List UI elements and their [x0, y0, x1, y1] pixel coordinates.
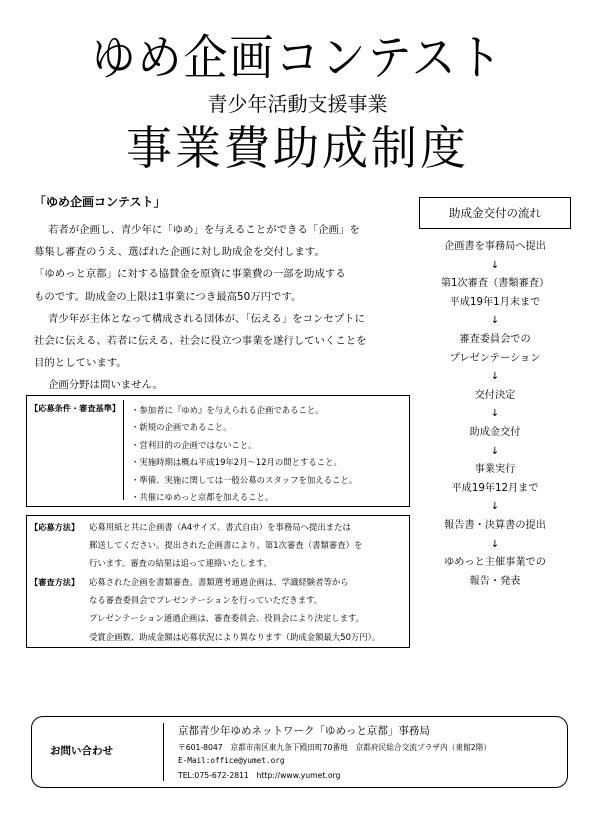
application-method-line: 郵送してください。提出された企画書により、第1次審査（書類審査）を — [89, 540, 363, 551]
contact-address: 〒601-8047 京都市南区東九条下殿田町70番地 京都府民総合交流プラザ内（東館2階） — [178, 743, 492, 752]
condition-item: ・共催にゆめっと京都を加えること。 — [131, 492, 274, 503]
program-subtitle: 青少年活動支援事業 — [207, 92, 388, 116]
flow-step: 平成19年12月まで — [451, 482, 539, 494]
intro-line: 企画分野は問いません。 — [48, 379, 163, 392]
flow-step: 第1次審査（書類審査） — [440, 278, 550, 290]
application-method-label: 【応募方法】 — [30, 522, 80, 532]
application-method-line: 行います。審査の結果は追って連絡いたします。 — [89, 558, 272, 569]
conditions-divider — [123, 400, 124, 500]
review-method-line: 受賞企画数、助成金額は応募状況により異なります（助成金額最大50万円）。 — [89, 631, 381, 642]
review-method-line: プレゼンテーション通過企画は、審査委員会、役員会により決定します。 — [89, 613, 365, 624]
contact-phone-web: TEL:075-672-2811 http://www.yumet.org — [178, 771, 341, 780]
intro-line: 社会に伝える、若者に伝える、社会に役立つ事業を遂行していくことを — [34, 335, 367, 348]
grant-flow — [414, 238, 576, 591]
program-title: 事業費助成制度 — [126, 121, 469, 175]
contact-email: E-Mail:office@yumet.org — [178, 756, 285, 765]
flow-title: 助成金交付の流れ — [449, 206, 541, 220]
flow-step: ゆめっと主催事業での — [444, 557, 546, 569]
contest-title: ゆめ企画コンテスト — [91, 30, 504, 86]
flow-arrow-icon: ↓ — [490, 371, 500, 383]
review-method-line: 応募された企画を書類審査。書類選考通過企画は、学識経験者等から — [89, 577, 349, 587]
condition-item: ・営利目的の企画ではないこと。 — [131, 439, 257, 450]
intro-line: 募集し審査のうえ、選ばれた企画に対し助成金を交付します。 — [34, 246, 325, 259]
contact-label: お問い合わせ — [50, 745, 113, 757]
flow-arrow-icon: ↓ — [490, 445, 500, 457]
intro-line: 若者が企画し、青少年に「ゆめ」を与えることができる「企画」を — [48, 224, 360, 236]
condition-item: ・新規の企画であること。 — [131, 422, 232, 433]
conditions-list — [131, 402, 357, 506]
intro-line: 青少年が主体となって構成される団体が、「伝える」をコンセプトに — [48, 312, 365, 325]
flow-step: 助成金交付 — [469, 426, 521, 438]
contact-organization: 京都青少年ゆめネットワーク「ゆめっと京都」事務局 — [178, 725, 430, 737]
flow-title-box — [419, 197, 571, 229]
review-method-text — [89, 573, 380, 646]
contact-box — [31, 716, 568, 788]
application-method-text — [89, 518, 362, 573]
conditions-label: 【応募条件・審査基準】 — [30, 403, 121, 413]
flow-arrow-icon: ↓ — [490, 259, 500, 271]
flow-arrow-icon: ↓ — [490, 501, 500, 513]
intro-heading: 「ゆめ企画コンテスト」 — [34, 195, 166, 209]
conditions-box — [26, 395, 410, 507]
review-method-label: 【審査方法】 — [30, 577, 80, 587]
flow-step: 審査委員会での — [459, 333, 531, 345]
intro-line: 「ゆめっと京都」に対する協賛金を原資に事業費の一部を助成する — [34, 268, 346, 281]
flow-step: 報告・発表 — [469, 575, 521, 587]
flow-arrow-icon: ↓ — [490, 408, 500, 420]
application-method-line: 応募用紙と共に企画書（A4サイズ、書式自由）を事務局へ提出または — [89, 522, 351, 532]
condition-item: ・準備、実施に関しては一般公募のスタッフを加えること。 — [131, 474, 358, 485]
application-box — [26, 515, 410, 648]
contact-divider — [163, 723, 164, 781]
intro-line: ものです。助成金の上限は1事業につき最高50万円です。 — [34, 290, 302, 303]
review-method-line: なる審査委員会でプレゼンテーションを行っていただきます。 — [89, 595, 323, 606]
flow-step: 事業実行 — [474, 464, 516, 476]
condition-item: ・参加者に『ゆめ』を与えられる企画であること。 — [131, 405, 324, 415]
intro-line: 目的としています。 — [34, 357, 127, 370]
flow-step: プレゼンテーション — [449, 352, 541, 364]
flow-step: 平成19年1月末まで — [449, 296, 541, 308]
condition-item: ・実施時期は概ね平成19年2月～12月の間とすること。 — [131, 457, 342, 468]
flow-arrow-icon: ↓ — [490, 315, 500, 327]
flow-step: 企画書を事務局へ提出 — [444, 241, 546, 252]
flow-step: 報告書・決算書の提出 — [444, 519, 546, 531]
flow-arrow-icon: ↓ — [490, 538, 500, 550]
intro-text — [34, 219, 394, 397]
flow-step: 交付決定 — [474, 389, 516, 401]
